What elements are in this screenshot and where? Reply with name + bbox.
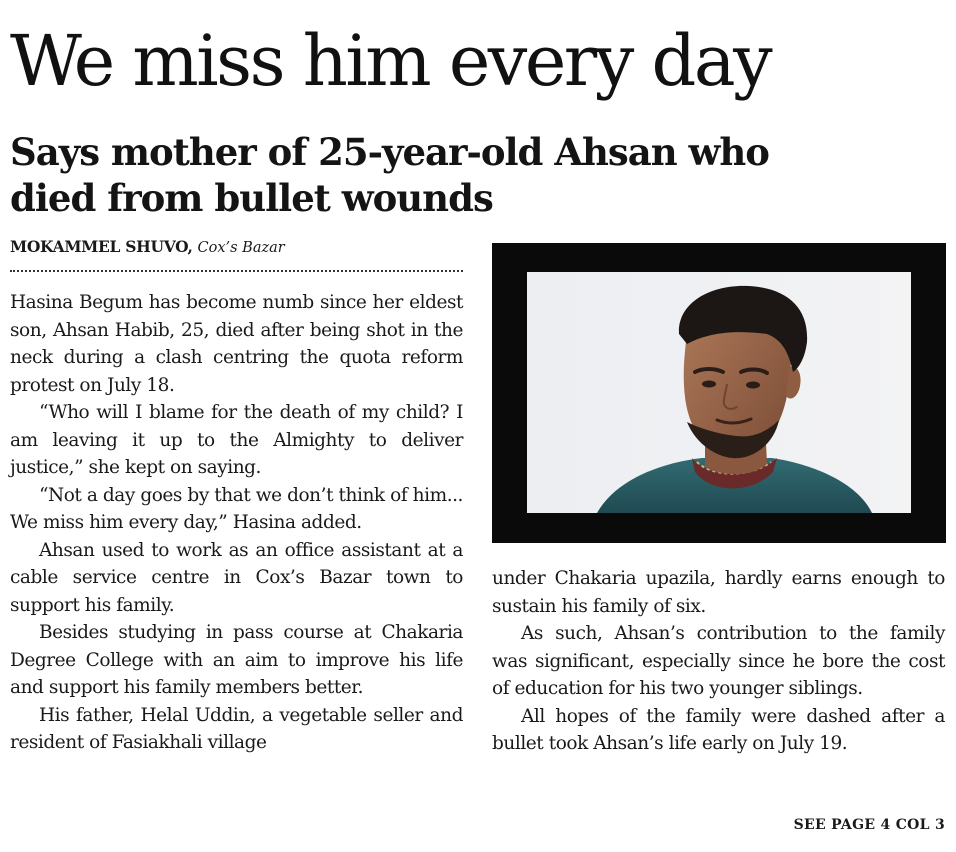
paragraph: All hopes of the family were dashed after a bullet took Ahsan’s life early on July 19. [492, 705, 945, 754]
byline-author: MOKAMMEL SHUVO, [10, 237, 193, 256]
paragraph: Hasina Begum has become numb since her eldest son, Ahsan Habib, 25, died after being shot in the neck during a clash centring the quota reform protest on July 18. [10, 292, 463, 396]
paragraph: Besides studying in pass course at Chakaria Degree College with an aim to improve his life and support his family members better. [10, 622, 463, 698]
article-column-2 [492, 565, 945, 758]
byline-location: Cox’s Bazar [197, 240, 285, 256]
paragraph: As such, Ahsan’s contribution to the family was significant, especially since he bore the cost of education for his two younger siblings. [492, 623, 945, 699]
paragraph: His father, Helal Uddin, a vegetable seller and resident of Fasiakhali village [10, 704, 463, 753]
paragraph: Ahsan used to work as an office assistant at a cable service centre in Cox’s Bazar town to support his family. [10, 539, 463, 616]
paragraph: under Chakaria upazila, hardly earns enough to sustain his family of six. [492, 568, 945, 617]
article-column-1 [10, 289, 463, 757]
paragraph: “Not a day goes by that we don’t think of him... We miss him every day,” Hasina added. [10, 484, 463, 533]
continuation-jump-line: SEE PAGE 4 COL 3 [793, 817, 945, 833]
paragraph: “Who will I blame for the death of my child? I am leaving it up to the Almighty to deliver justice,” she kept on saying. [10, 402, 463, 478]
photo-frame [492, 243, 946, 543]
portrait-illustration [527, 272, 911, 513]
byline-divider [10, 270, 463, 272]
subheadline: Says mother of 25-year-old Ahsan who died from bullet wounds [10, 130, 769, 220]
headline: We miss him every day [10, 20, 771, 102]
byline [10, 236, 285, 259]
portrait-photo [527, 272, 911, 513]
